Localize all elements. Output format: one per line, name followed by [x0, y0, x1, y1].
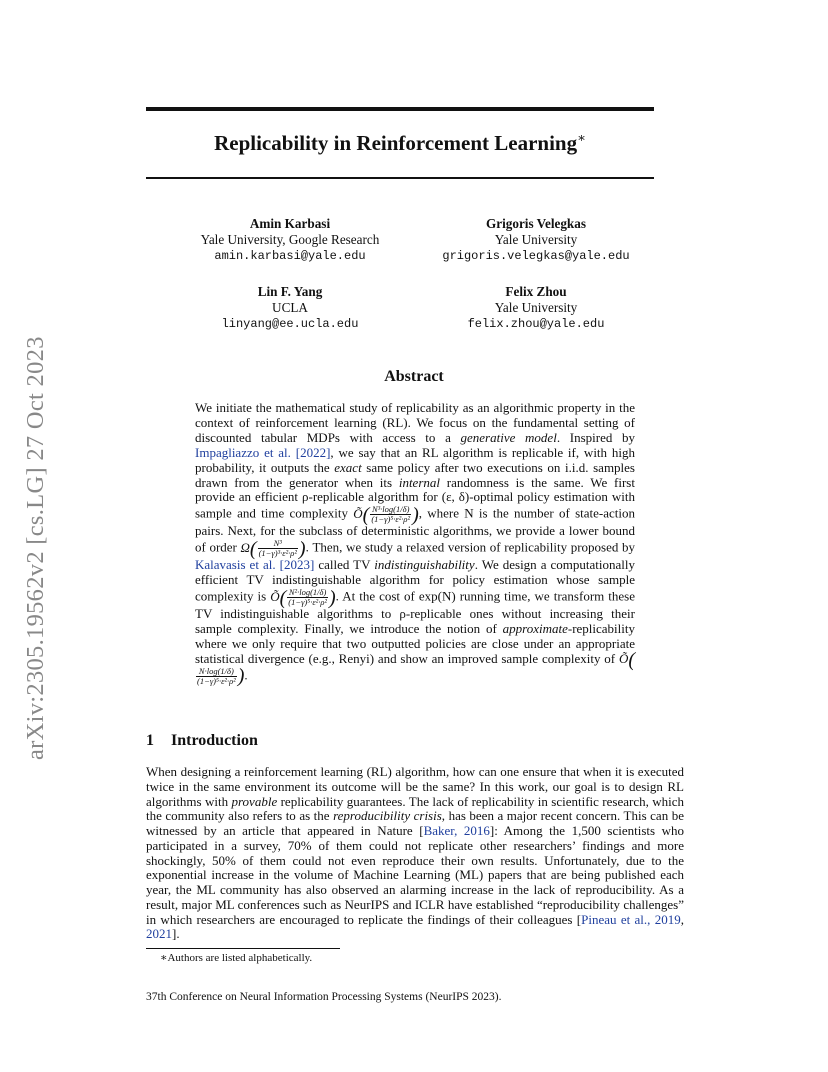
paper-title: Replicability in Reinforcement Learning∗ — [214, 130, 586, 155]
author-name: Felix Zhou — [505, 284, 567, 299]
math-bound: Õ( $\frac{N\cdot\log(1/\delta)}{\text{(1−γ)⁵·ε²·ρ²}}$ ) — [197, 648, 635, 688]
author-name: Grigoris Velegkas — [485, 216, 586, 231]
footnote-rule — [146, 948, 340, 949]
math-bound: Õ( $\frac{\text{N³·log(1/δ)}}{\text{(1−γ)⁵·ε²·ρ²}}$ ) — [353, 503, 419, 526]
math-bound: Õ( $\frac{\text{N²·log(1/δ)}}{\text{(1−γ)⁵·ε²·ρ²}}$ ) — [270, 586, 336, 609]
author-block — [406, 284, 666, 332]
author-affiliation: Yale University — [494, 232, 578, 247]
author-affiliation: UCLA — [272, 300, 308, 315]
author-email[interactable]: amin.karbasi@yale.edu — [214, 249, 366, 263]
footnote: ∗Authors are listed alphabetically. — [160, 952, 313, 964]
author-affiliation: Yale University, Google Research — [200, 232, 380, 247]
citation-link[interactable]: 2021 — [146, 926, 172, 942]
title-rule-top — [146, 107, 654, 111]
introduction-body: When designing a reinforcement learning (RL) algorithm, how can one ensure that when it is executed twice in the same environment its outcome will be the same? In this work, our goal is to design RL algorithms with provable replicability guarantees. The lack of replicability in scientific research, which the community also refers to as the reproducibility crisis, has been a major recent concern. This can be witnessed by an article that appeared in Nature [Baker, 2016]: Among the 1,500 scientists who participated in a survey, 70% of them could not replicate other researchers’ findings and more shockingly, 50% of them could not even reproduce their own results. Unfortunately, due to the exponential increase in the volume of Machine Learning (ML) papers that are being published each year, the ML community has also observed an alarming increase in the lack of reproducibility. As a result, major ML conferences such as NeurIPS and ICLR have established “reproducibility challenges” in which researchers are encouraged to replicate the findings of their colleagues [Pineau et al., 2019, 2021]. — [146, 764, 685, 942]
arxiv-identifier: arXiv:2305.19562v2 [cs.LG] 27 Oct 2023 — [22, 336, 49, 760]
conference-note: 37th Conference on Neural Information Processing Systems (NeurIPS 2023). — [146, 991, 502, 1003]
title-rule-bottom — [146, 177, 654, 179]
abstract-heading: Abstract — [384, 368, 444, 385]
author-block — [160, 216, 420, 264]
title-footnote-mark: ∗ — [577, 130, 586, 145]
section-heading: 1 Introduction — [146, 732, 258, 749]
author-block — [160, 284, 420, 332]
math-bound: Ω( $\frac{\text{N³}}{\text{(1−γ)³·ε²·ρ²}}$ ) — [240, 537, 306, 560]
author-name: Amin Karbasi — [249, 216, 331, 231]
citation-link[interactable]: Impagliazzo et al. [2022] — [195, 444, 331, 460]
abstract-body: We initiate the mathematical study of replicability as an algorithmic property in the context of reinforcement learning (RL). We focus on the fundamental setting of discounted tabular MDPs with access to a generative model. Inspired by Impagliazzo et al. [2022], we say that an RL algorithm is replicable if, with high probability, it outputs the exact same policy after two executions on i.i.d. samples drawn from the generator when its internal randomness is the same. We first provide an efficient ρ-replicable algorithm for (ε, δ)-optimal policy estimation with sample and time complexity Õ( $\frac{\text{N³·log(1/δ)}}{\text{(1−γ)⁵·ε²·ρ²}}$ ), where N is the number of state-action pairs. Next, for the subclass of deterministic algorithms, we provide a lower bound of order Ω( $\frac{\text{N³}}{\text{(1−γ)³·ε²·ρ²}}$ ). Then, we study a relaxed version of replicability proposed by Kalavasis et al. [2023] called TV indistinguishability. We design a computationally efficient TV indistinguishable algorithm for policy estimation whose sample complexity is Õ( $\frac{\text{N²·log(1/δ)}}{\text{(1−γ)⁵·ε²·ρ²}}$ ). At the cost of exp(N) running time, we transform these TV indistinguishable algorithms to ρ-replicable ones without increasing their sample complexity. Finally, we introduce the notion of approximate-replicability where we only require that two outputted policies are close under an appropriate statistical divergence (e.g., Renyi) and show an improved sample complexity of Õ( $\frac{N\cdot\log(1/\delta)}{\text{(1−γ)⁵·ε²·ρ²}}$ ). — [195, 400, 636, 688]
author-email[interactable]: linyang@ee.ucla.edu — [221, 317, 359, 331]
author-email[interactable]: grigoris.velegkas@yale.edu — [442, 249, 630, 263]
author-affiliation: Yale University — [494, 300, 578, 315]
author-block — [406, 216, 666, 264]
author-email[interactable]: felix.zhou@yale.edu — [467, 317, 605, 331]
citation-link[interactable]: Pineau et al., 2019 — [581, 911, 681, 927]
author-name: Lin F. Yang — [257, 284, 323, 299]
citation-link[interactable]: Baker, 2016 — [423, 823, 490, 838]
citation-link[interactable]: Kalavasis et al. [2023] — [195, 557, 315, 573]
